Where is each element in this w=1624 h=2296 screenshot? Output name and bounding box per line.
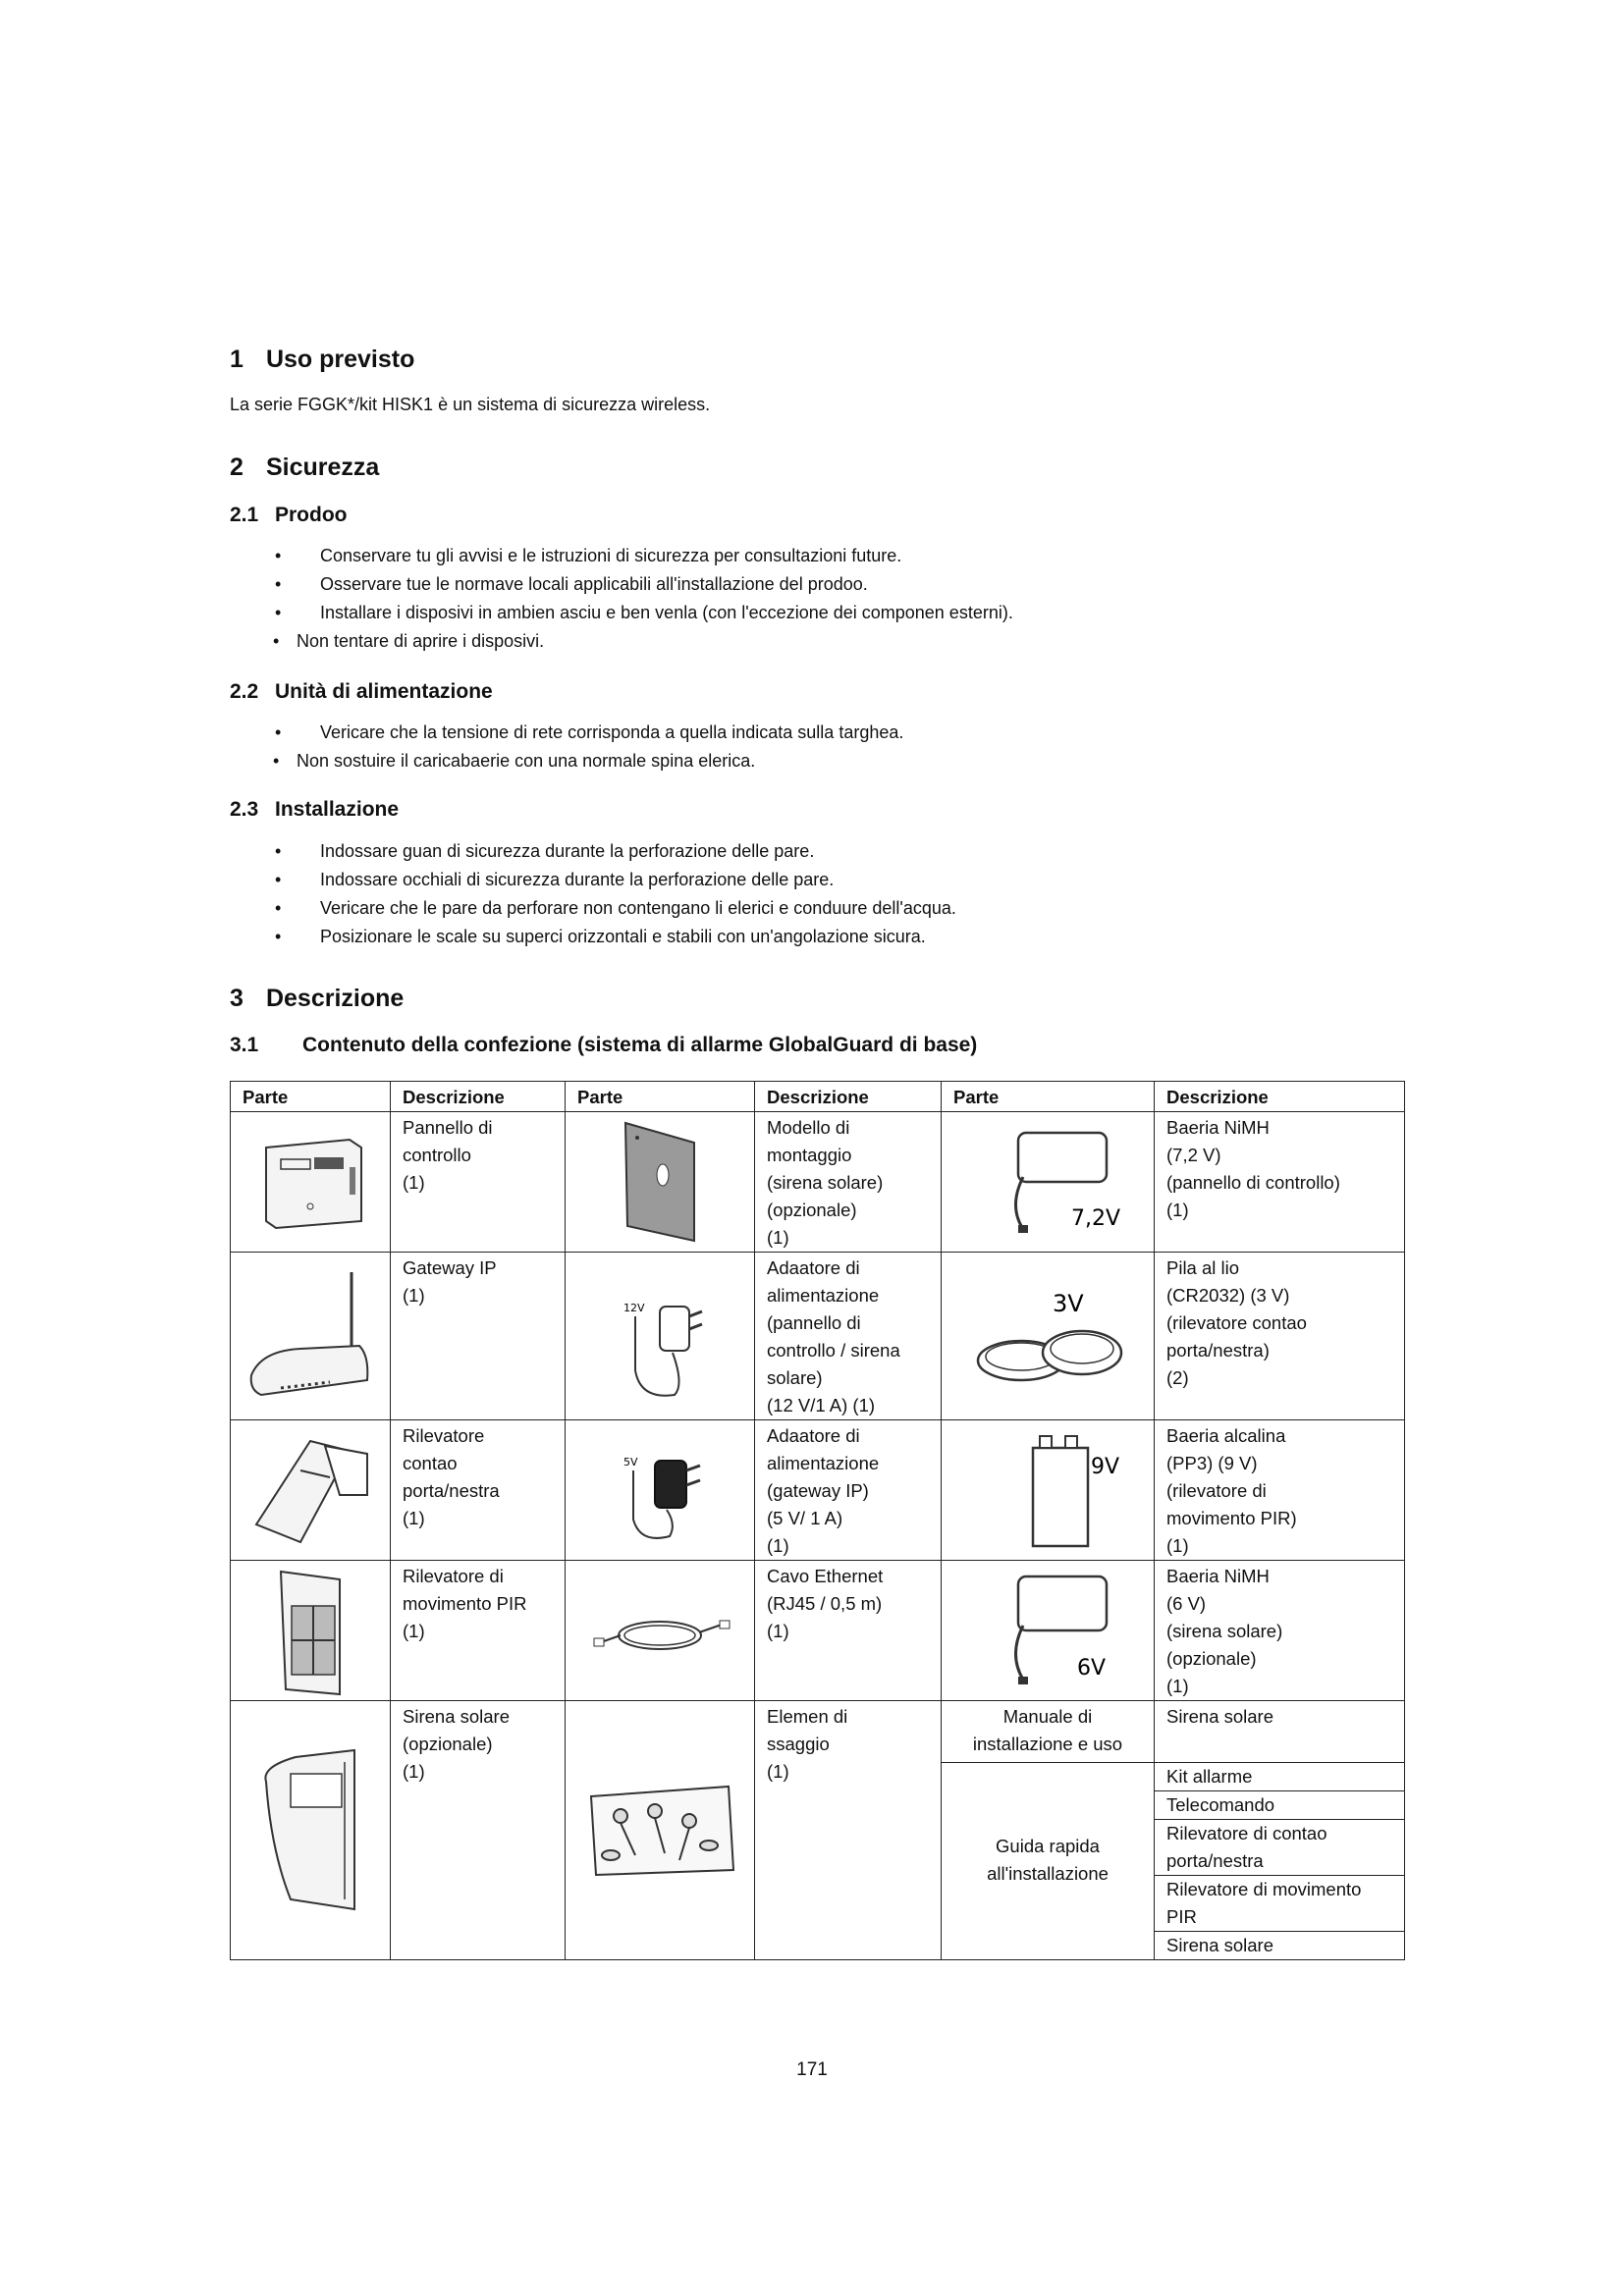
battery-label: 9V: [1091, 1455, 1120, 1479]
description-cell: Adaatore di alimentazione (pannello di controllo / sirena solare) (12 V/1 A) (1): [755, 1253, 942, 1420]
battery-label: 6V: [1077, 1656, 1107, 1681]
documents-cell: [942, 1701, 1155, 1960]
table-row: [231, 1701, 1405, 1960]
section-2-heading: 2 Sicurezza: [230, 454, 380, 481]
section-2-1-heading: 2.1 Prodoo: [230, 504, 348, 526]
section-1-text: La serie FGGK*/kit HISK1 è un sistema di sicurezza wireless.: [230, 395, 711, 414]
guide-description-item: Telecomando: [1155, 1791, 1404, 1820]
package-contents-table: [230, 1081, 1405, 1960]
guide-description-item: Rilevatore di contao porta/nestra: [1155, 1820, 1404, 1876]
column-header: Descrizione: [755, 1082, 942, 1112]
battery-pack-image: [942, 1112, 1155, 1253]
description-cell: Gateway IP (1): [391, 1253, 566, 1420]
section-3-1-heading: 3.1 Contenuto della confezione (sistema di allarme GlobalGuard di base): [230, 1034, 978, 1056]
description-cell: Elemen di ssaggio (1): [755, 1701, 942, 1960]
mounting-template-image: [566, 1112, 755, 1253]
battery-label: 7,2V: [1071, 1206, 1121, 1231]
description-cell: Adaatore di alimentazione (gateway IP) (5 V/ 1 A) (1): [755, 1420, 942, 1561]
quick-guide-label: Guida rapida all'installazione: [987, 1836, 1109, 1884]
pir-motion-sensor-image: [231, 1561, 391, 1701]
document-page: 1 Uso previsto La serie FGGK*/kit HISK1 è un sistema di sicurezza wireless. 2 Sicurezza 2.1 Prodoo • Conservare tu gli avvisi e le istruzioni di sicurezza per consultazioni future. • Osservare tue le normave locali applicabili all'installazione del prodoo. • Installare i disposivi in ambien asciu e ben venla (con l'eccezione dei componen esterni). • Non tentare di aprire i disposivi. 2.2 Unità di alimentazione • Vericare che la tensione di rete corrisponda a quella indicata sulla targhea. • Non sostuire il caricabaerie con una normale spina elerica. 2.3 Installazione • Indossare guan di sicurezza durante la perforazione delle pare. • Indossare occhiali di sicurezza durante la perforazione delle pare. • Vericare che le pare da perforare non contengano li elerici e conduure dell'acqua. • Posizionare le scale su superci orizzontali e stabili con un'angolazione sicura. 3 Descrizione 3.1 Contenuto della confezione (sistema di allarme GlobalGuard di base) Parte Descrizione Parte Descrizione Parte Descrizione Pannello di controllo (1) Modello di montaggio (sirena solare) (opzionale) (1) 7,2V Baeria NiMH (7,2 V) (pannello di controllo) (1) Gateway IP (1) 12V Adaatore di alimentazione (pannello di controllo / sirena solare) (12 V/1 A) (1) 3V Pila al lio (CR2032) (3 V) (rilevatore contao porta/nestra) (2) Rilevatore contao porta/nestra (1) 5V Adaatore di alimentazione (gateway IP) (5 V/ 1 A) (1) 9V Baeria alcalina (PP3) (9 V) (rilevatore di movimento PIR) (1) Rilevatore di movimento PIR (1) Cavo Ethernet (RJ45 / 0,5 m) (1) 6V Baeria NiMH (6 V) (sirena solare) (opzionale) (1) Sirena solare (opzionale) (1) Elemen di ssaggio (1) Manuale di installazione e uso Guida rapida all'installazione Sirena solare Kit allarme Telecomando Rilevatore di contao porta/nestra Rilevatore di movimento PIR Sirena solare 171: [0, 0, 1624, 2296]
power-adapter-12v-image: [566, 1253, 755, 1420]
page-number: 171: [796, 2059, 828, 2080]
description-cell: Modello di montaggio (sirena solare) (opzionale) (1): [755, 1112, 942, 1253]
manual-label: Manuale di installazione e uso: [942, 1701, 1154, 1763]
section-2-2-heading: 2.2 Unità di alimentazione: [230, 680, 493, 703]
guide-description-item: Rilevatore di movimento PIR: [1155, 1876, 1404, 1932]
documents-description-cell: [1155, 1701, 1405, 1960]
guide-description-item: Sirena solare: [1166, 1935, 1274, 1955]
table-row: [231, 1420, 1405, 1561]
description-cell: Baeria NiMH (7,2 V) (pannello di controllo) (1): [1155, 1112, 1405, 1253]
power-adapter-5v-image: [566, 1420, 755, 1561]
description-cell: Sirena solare (opzionale) (1): [391, 1701, 566, 1960]
column-header: Descrizione: [391, 1082, 566, 1112]
description-cell: Pannello di controllo (1): [391, 1112, 566, 1253]
guide-description-item: Kit allarme: [1155, 1763, 1404, 1791]
adapter-label: 5V: [623, 1456, 638, 1468]
table-row: [231, 1561, 1405, 1701]
section-1-heading: 1 Uso previsto: [230, 346, 415, 373]
section-2-3-heading: 2.3 Installazione: [230, 798, 400, 821]
door-window-sensor-image: [231, 1420, 391, 1561]
ip-gateway-image: [231, 1253, 391, 1420]
fixing-elements-image: [566, 1701, 755, 1960]
table-row: [231, 1253, 1405, 1420]
coin-cell-image: [942, 1253, 1155, 1420]
description-cell: Rilevatore contao porta/nestra (1): [391, 1420, 566, 1561]
adapter-label: 12V: [623, 1302, 645, 1314]
description-cell: Baeria alcalina (PP3) (9 V) (rilevatore di movimento PIR) (1): [1155, 1420, 1405, 1561]
description-cell: Rilevatore di movimento PIR (1): [391, 1561, 566, 1701]
control-panel-image: [231, 1112, 391, 1253]
ethernet-cable-image: [566, 1561, 755, 1701]
description-cell: Baeria NiMH (6 V) (sirena solare) (opzionale) (1): [1155, 1561, 1405, 1701]
solar-siren-image: [231, 1701, 391, 1960]
coin-cell-label: 3V: [1053, 1290, 1084, 1317]
description-cell: Cavo Ethernet (RJ45 / 0,5 m) (1): [755, 1561, 942, 1701]
table-header-row: [231, 1082, 1405, 1112]
battery-pack-6v-image: [942, 1561, 1155, 1701]
9v-battery-image: [942, 1420, 1155, 1561]
description-cell: Pila al lio (CR2032) (3 V) (rilevatore contao porta/nestra) (2): [1155, 1253, 1405, 1420]
manual-description: Sirena solare: [1155, 1701, 1404, 1763]
section-3-heading: 3 Descrizione: [230, 985, 405, 1012]
column-header: Parte: [942, 1082, 1155, 1112]
column-header: Descrizione: [1155, 1082, 1405, 1112]
column-header: Parte: [566, 1082, 755, 1112]
column-header: Parte: [231, 1082, 391, 1112]
table-row: [231, 1112, 1405, 1253]
